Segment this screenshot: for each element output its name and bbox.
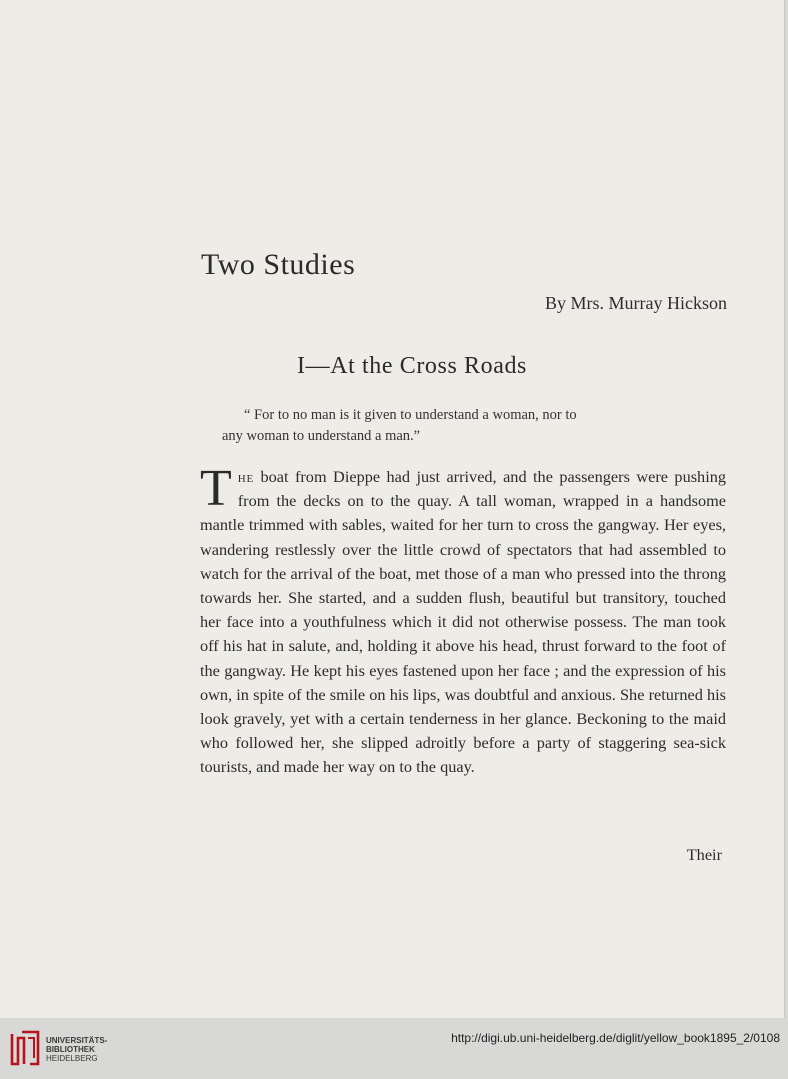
logo-line-2: BIBLIOTHEK	[46, 1045, 95, 1054]
epigraph-line-2: any woman to understand a man.”	[222, 428, 421, 444]
library-logo-icon[interactable]	[8, 1028, 42, 1068]
small-caps-lead: he	[237, 467, 255, 486]
library-name[interactable]	[46, 1036, 107, 1063]
drop-cap: T	[200, 460, 232, 517]
epigraph	[222, 405, 722, 447]
footer-bar	[0, 1018, 788, 1079]
author-byline: By Mrs. Murray Hickson	[545, 293, 727, 313]
logo-line-3: HEIDELBERG	[46, 1054, 98, 1063]
logo-line-1: UNIVERSITÄTS-	[46, 1036, 108, 1045]
catchword: Their	[686, 845, 722, 864]
body-paragraph	[200, 460, 726, 780]
article-title: Two Studies	[201, 248, 356, 281]
section-heading: I—At the Cross Roads	[297, 353, 527, 379]
paragraph-text: boat from Dieppe had just arrived, and the passengers were pushing from the decks on to the quay. A tall woman, wrapped in a handsome mantle trimmed with sables, waited for her turn to cross the gangway. Her eyes, wandering restlessly over the little crowd of spectators that had assembled to watch for the arrival of the boat, met those of a man who pressed into the throng towards her. She started, and a sudden flush, beautiful but transitory, touched her face into a youthfulness which it did not otherwise possess. The man took off his hat in salute, and, holding it above his head, thrust forward to the foot of the gangway. He kept his eyes fastened upon her face ; and the expression of his own, in spite of the smile on his lips, was doubtful and anxious. She returned his look gravely, yet with a certain tenderness in her glance. Beckoning to the maid who followed her, she slipped adroitly before a party of staggering sea-sick tourists, and made her way on to the quay.	[200, 467, 726, 777]
source-url-link[interactable]: http://digi.ub.uni-heidelberg.de/diglit/yellow_book1895_2/0108	[451, 1031, 780, 1045]
epigraph-line-1: “ For to no man is it given to understand a woman, nor to	[244, 407, 577, 423]
